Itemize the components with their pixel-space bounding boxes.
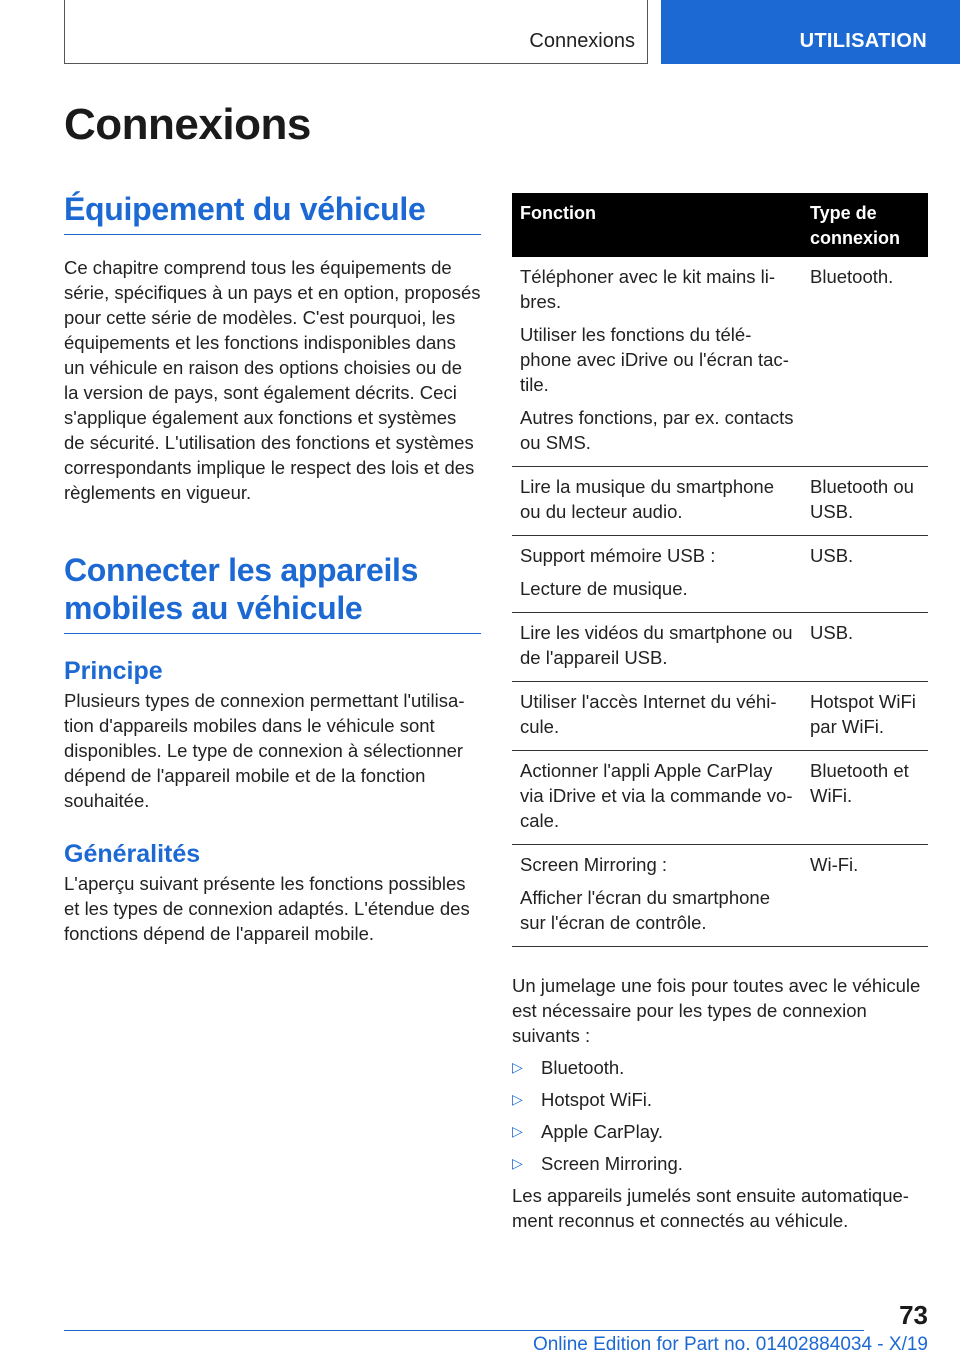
table-cell-fonction (512, 682, 802, 751)
paragraph-final: Les appareils jumelés sont ensuite automatiquement reconnus et connectés au véhicule. (512, 1185, 909, 1231)
paragraph-equipement: Ce chapitre comprend tous les équipements de série, spécifiques à un pays et en option, proposés pour cette série de modèles. C'est pourquoi, les équipements et les fonctions indisponibles dans un véhicule en raison des options choisies ou de la version de pays, sont également décrits. Ceci s'applique également aux fonctions et systèmes de sécurité. L'utilisation des fonctions et systèmes correspondants implique le respect des lois et des règlements en vigueur. (64, 257, 481, 503)
cell-line: Afficher l'écran du smartphone sur l'écran de contrôle. (520, 887, 770, 933)
table-row (512, 845, 928, 947)
list-item-label: Hotspot WiFi. (541, 1089, 653, 1110)
paragraph-jumelage: Un jumelage une fois pour toutes avec le véhicule est nécessaire pour les types de connexion suivants : (512, 975, 921, 1046)
left-column (64, 190, 481, 946)
cell-line: Support mémoire USB : (520, 545, 716, 566)
list-item (512, 1087, 928, 1112)
table-header-type: Type de connexion (802, 193, 928, 257)
paragraph-generalites: L'aperçu suivant présente les fonctions possibles et les types de connexion adaptés. L'étendue des fonctions dépend de l'appareil mobile. (64, 873, 470, 944)
list-item (512, 1119, 928, 1144)
connection-table (512, 193, 928, 947)
list-item-label: Bluetooth. (541, 1057, 625, 1078)
table-row (512, 751, 928, 845)
cell-line: Screen Mirroring : (520, 854, 668, 875)
list-item-label: Apple CarPlay. (541, 1121, 664, 1142)
table-cell-type: USB. (802, 613, 928, 682)
paragraph-principe: Plusieurs types de connexion permettant l'utilisation d'appareils mobiles dans le véhicule sont disponibles. Le type de connexion à sélectionner dépend de l'appareil mobile et de la fonction souhaitée. (64, 690, 465, 811)
heading-equipement: Équipement du véhicule (64, 190, 481, 235)
table-cell-fonction (512, 613, 802, 682)
cell-line: Lire la musique du smartphone ou du lecteur audio. (520, 476, 775, 522)
list-item-label: Screen Mirroring. (541, 1153, 683, 1174)
cell-line: Téléphoner avec le kit mains libres. (520, 266, 776, 312)
table-cell-fonction (512, 751, 802, 845)
triangle-bullet-icon: ▷ (512, 1155, 523, 1171)
table-cell-fonction (512, 467, 802, 536)
list-item (512, 1151, 928, 1176)
table-cell-type: Hotspot WiFi par WiFi. (802, 682, 928, 751)
table-cell-fonction (512, 845, 802, 947)
table-cell-fonction (512, 257, 802, 467)
triangle-bullet-icon: ▷ (512, 1059, 523, 1075)
table-cell-type: Bluetooth ou USB. (802, 467, 928, 536)
table-header-fonction: Fonction (512, 193, 802, 257)
table-cell-type: USB. (802, 536, 928, 613)
table-row (512, 257, 928, 467)
list-item (512, 1055, 928, 1080)
triangle-bullet-icon: ▷ (512, 1091, 523, 1107)
cell-line: Lire les vidéos du smartphone ou de l'appareil USB. (520, 622, 793, 668)
table-header-row (512, 193, 928, 257)
table-cell-type: Bluetooth et WiFi. (802, 751, 928, 845)
footer-divider (64, 1330, 864, 1331)
table-cell-fonction (512, 536, 802, 613)
right-column (512, 193, 928, 1233)
table-cell-type: Wi-Fi. (802, 845, 928, 947)
header-tab-label: UTILISATION (799, 30, 927, 52)
footer-edition: Online Edition for Part no. 01402884034 - X/19 (532, 1334, 928, 1355)
header-section-title: Connexions (529, 30, 635, 52)
cell-line: Utiliser l'accès Internet du véhicule. (520, 691, 777, 737)
table-row (512, 613, 928, 682)
cell-line: Autres fonctions, par ex. contacts ou SMS. (520, 407, 794, 453)
page-title: Connexions (64, 100, 311, 149)
table-cell-type: Bluetooth. (802, 257, 928, 467)
header-section-box (64, 0, 648, 64)
heading-principe: Principe (64, 657, 163, 685)
page-number: 73 (899, 1300, 928, 1330)
table-row (512, 467, 928, 536)
cell-line: Actionner l'appli Apple CarPlay via iDrive et via la commande vocale. (520, 760, 793, 831)
triangle-bullet-icon: ▷ (512, 1123, 523, 1139)
heading-connecter: Connecter les appareils mobiles au véhicule (64, 551, 481, 634)
heading-generalites: Généralités (64, 840, 201, 868)
cell-line: Utiliser les fonctions du téléphone avec iDrive ou l'écran tactile. (520, 324, 789, 395)
table-row (512, 536, 928, 613)
header-tab-utilisation (661, 0, 960, 64)
table-row (512, 682, 928, 751)
cell-line: Lecture de musique. (520, 578, 688, 599)
